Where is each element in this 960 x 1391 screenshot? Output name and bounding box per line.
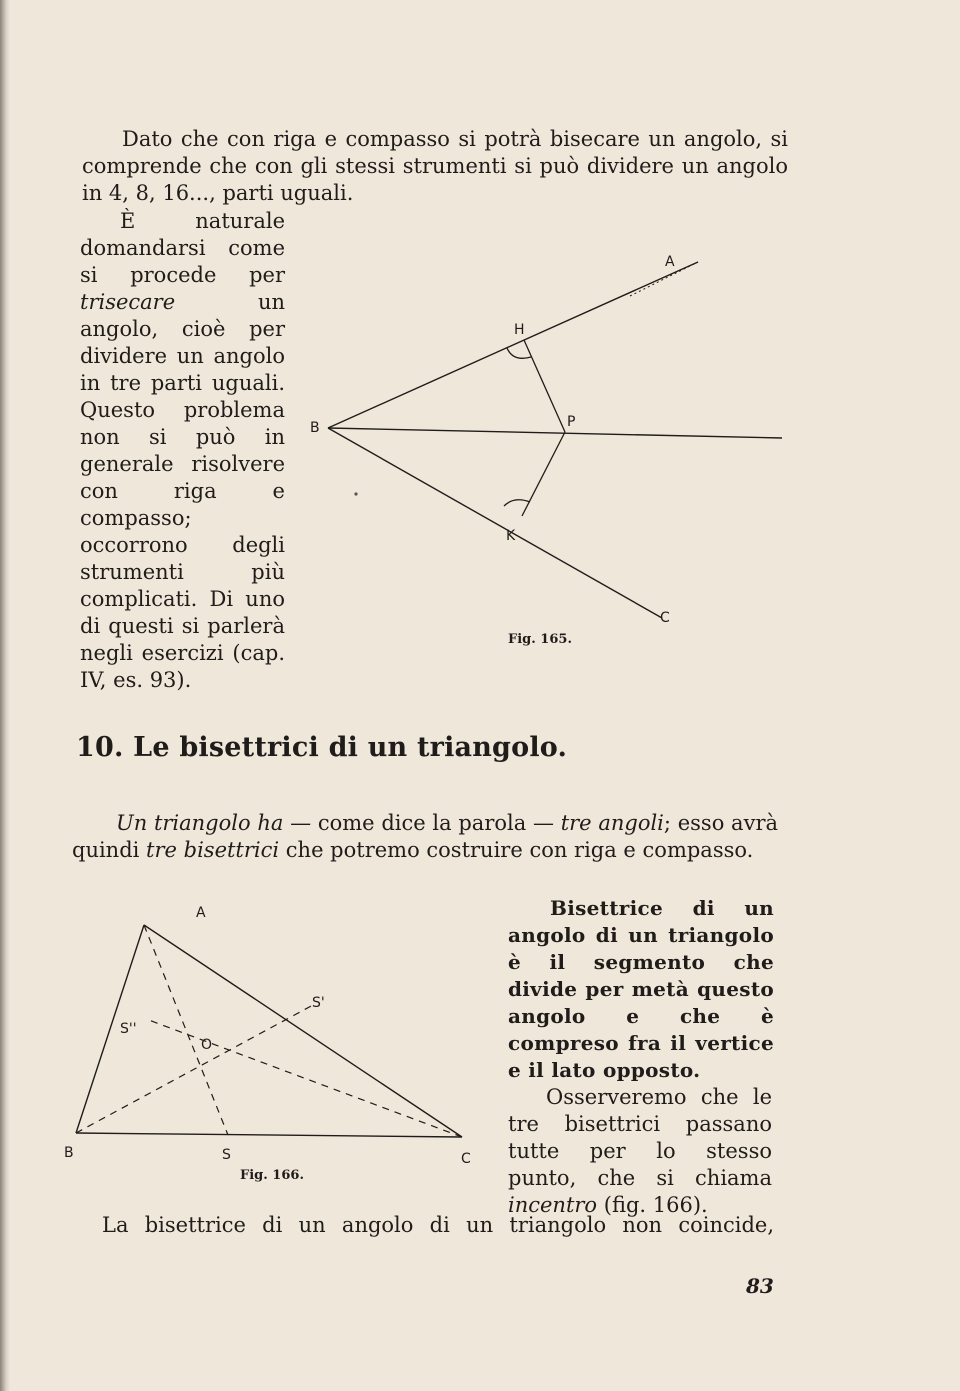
label-c: C — [660, 610, 670, 626]
label-s-prime: S' — [312, 995, 325, 1011]
figure-166-diagram — [58, 895, 488, 1195]
label-k: K — [506, 528, 516, 544]
label-c: C — [461, 1151, 471, 1167]
paragraph-trisection: È naturale domandarsi come si procede per trisecare un angolo, cioè per dividere un angolo in tre parti uguali. Questo problema non si può in generale risolvere con riga e compasso; occorrono degli strumenti più complicati. Di uno di questi si parlerà negli esercizi (cap. IV, es. 93). — [80, 209, 285, 692]
label-p: P — [567, 414, 576, 430]
figure-165-caption: Fig. 165. — [508, 632, 572, 647]
label-s-double-prime: S'' — [120, 1021, 137, 1037]
figure-165-diagram — [300, 240, 800, 660]
figure-166-caption: Fig. 166. — [240, 1168, 304, 1183]
page-number: 83 — [746, 1274, 774, 1298]
definition-bisector: Bisettrice di un angolo di un triangolo è il segmento che divide per metà questo angolo e che è compreso fra il vertice e il lato opposto. — [508, 896, 774, 1082]
label-a: A — [196, 905, 206, 921]
paragraph-continued: La bisettrice di un angolo di un triangolo non coincide, — [102, 1213, 774, 1237]
page-edge — [0, 0, 10, 1391]
paragraph-incenter: Osserveremo che le tre bisettrici passano tutte per lo stesso punto, che si chiama incentro (fig. 166). — [508, 1085, 772, 1217]
section-title: 10. Le bisettrici di un triangolo. — [76, 732, 568, 763]
paragraph-bisection: Dato che con riga e compasso si potrà bisecare un angolo, si comprende che con gli stessi strumenti si può dividere un angolo in 4, 8, 16..., parti uguali. — [82, 127, 788, 205]
label-a: A — [665, 254, 675, 270]
paragraph-three-bisectors: Un triangolo ha — come dice la parola — tre angoli; esso avrà quindi tre bisettrici che potremo costruire con riga e compasso. — [72, 811, 778, 862]
label-b: B — [64, 1145, 74, 1161]
label-s: S — [222, 1147, 231, 1163]
label-b: B — [310, 420, 320, 436]
label-h: H — [514, 322, 525, 338]
label-o: O — [201, 1037, 213, 1053]
